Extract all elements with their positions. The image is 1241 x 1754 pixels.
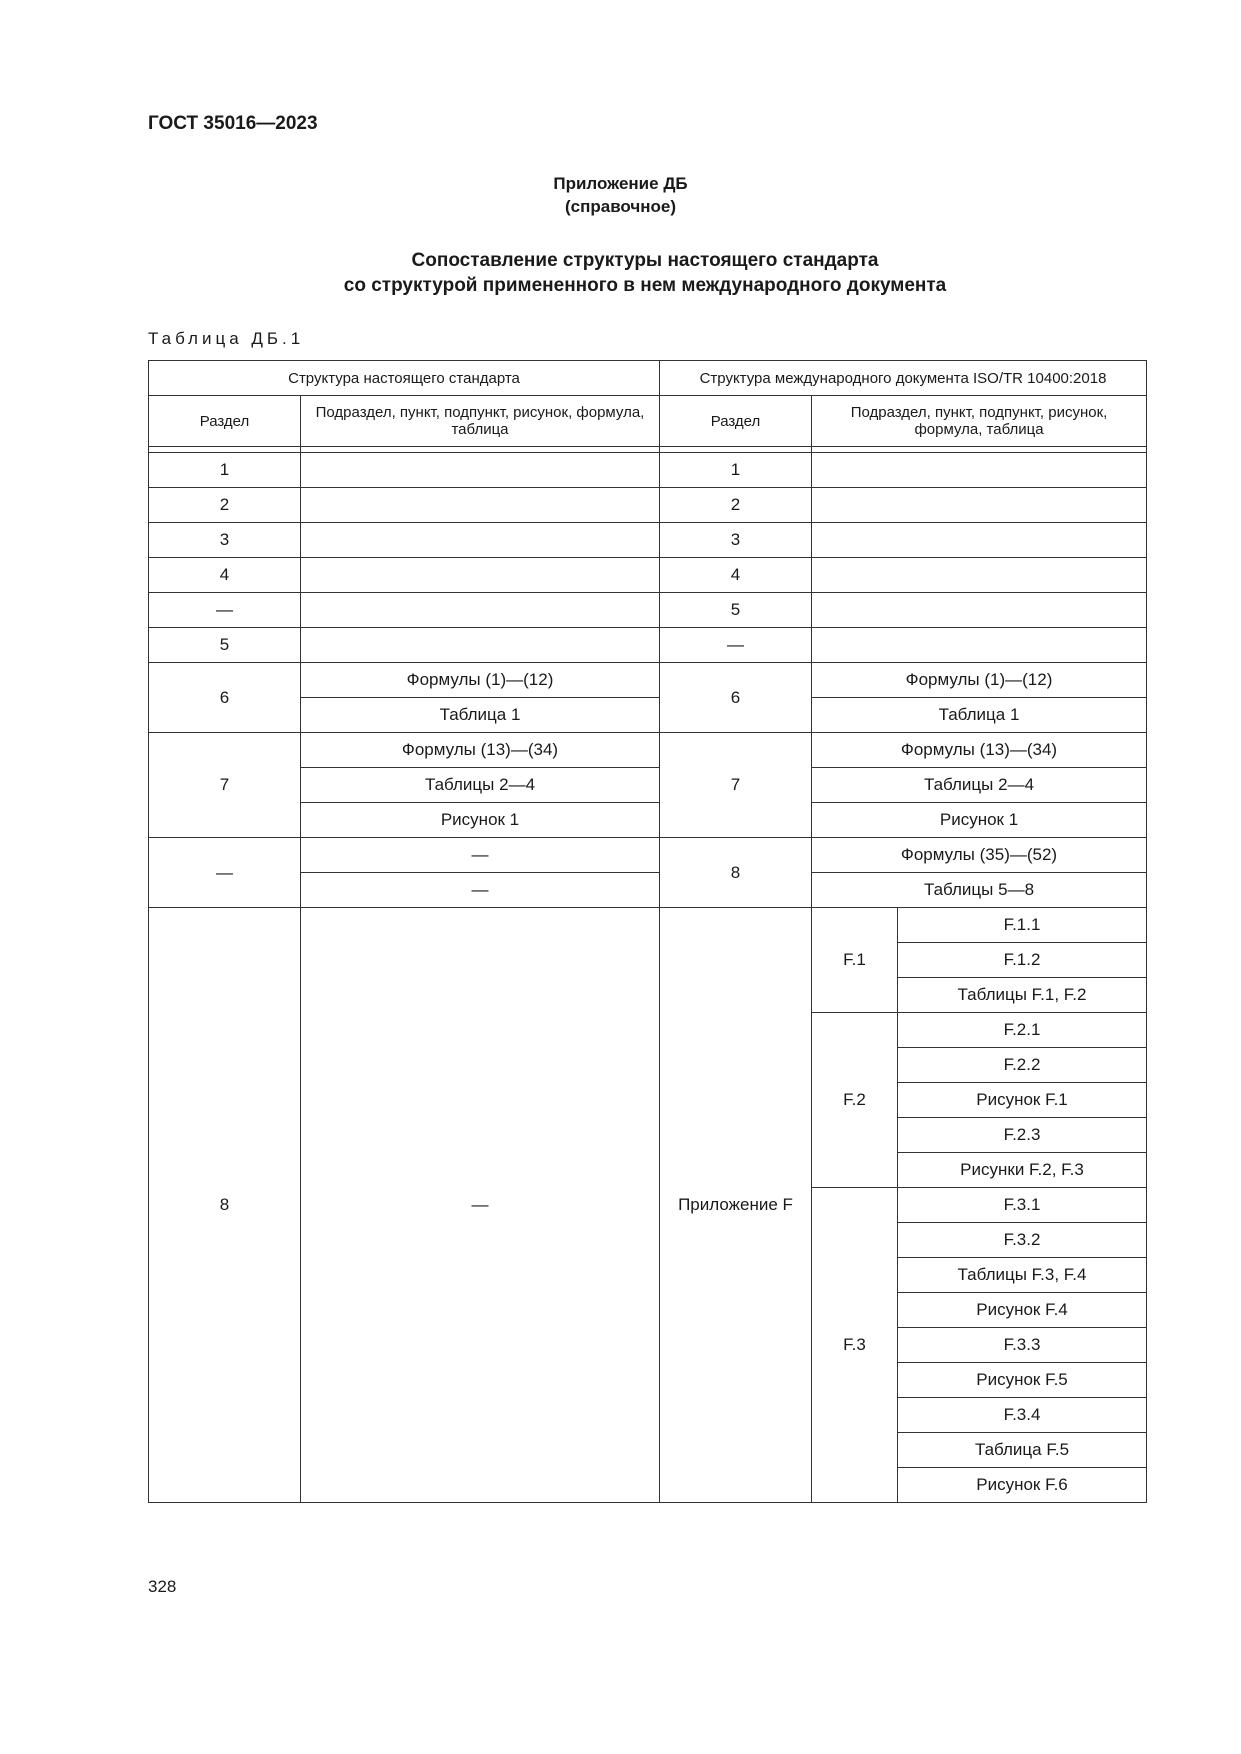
table-row — [149, 558, 1147, 593]
annex-type: (справочное) — [564, 197, 677, 216]
right-section-cell: — — [660, 628, 812, 663]
table-row — [149, 663, 1147, 698]
right-section-cell: 6 — [660, 663, 812, 733]
left-section-cell: — — [149, 838, 301, 908]
header-right-section: Раздел — [660, 396, 812, 447]
annex-item-cell: F.2.3 — [898, 1118, 1147, 1153]
right-section-cell: 7 — [660, 733, 812, 838]
right-subsection-cell: Таблица 1 — [812, 698, 1147, 733]
annex-group-cell: F.2 — [812, 1013, 898, 1188]
page-number: 328 — [148, 1577, 177, 1596]
section-title-line1: Сопоставление структуры настоящего стандарта — [411, 250, 879, 271]
right-subsection-cell: Формулы (1)—(12) — [812, 663, 1147, 698]
annex-item-cell: Рисунок F.5 — [898, 1363, 1147, 1398]
section-title-line2: со структурой примененного в нем международного документа — [343, 275, 947, 296]
left-subsection-cell — [301, 558, 660, 593]
left-section-cell: 7 — [149, 733, 301, 838]
table-row — [149, 593, 1147, 628]
header-left-subsection: Подраздел, пункт, подпункт, рисунок, формула, таблица — [301, 396, 660, 447]
left-subsection-cell: — — [301, 838, 660, 873]
left-subsection-cell: Формулы (1)—(12) — [301, 663, 660, 698]
table-row — [149, 523, 1147, 558]
right-subsection-cell — [812, 558, 1147, 593]
right-subsection-cell — [812, 453, 1147, 488]
right-section-cell: 2 — [660, 488, 812, 523]
annex-item-cell: Рисунок F.1 — [898, 1083, 1147, 1118]
document-id: ГОСТ 35016—2023 — [148, 113, 318, 134]
right-section-cell: 1 — [660, 453, 812, 488]
left-subsection-cell — [301, 488, 660, 523]
annex-item-cell: Таблицы F.1, F.2 — [898, 978, 1147, 1013]
left-section-cell: 4 — [149, 558, 301, 593]
left-subsection-cell: — — [301, 873, 660, 908]
right-subsection-cell — [812, 488, 1147, 523]
left-subsection-cell — [301, 593, 660, 628]
annex-item-cell: Рисунок F.6 — [898, 1468, 1147, 1503]
left-section-cell: 8 — [149, 908, 301, 1503]
left-subsection-cell: Таблица 1 — [301, 698, 660, 733]
annex-title: Приложение ДБ — [553, 174, 688, 193]
table-row — [149, 733, 1147, 768]
table-label: Таблица ДБ.1 — [148, 329, 305, 348]
right-section-cell: Приложение F — [660, 908, 812, 1503]
left-subsection-cell: — — [301, 908, 660, 1503]
left-subsection-cell — [301, 628, 660, 663]
annex-item-cell: F.2.2 — [898, 1048, 1147, 1083]
left-subsection-cell: Таблицы 2—4 — [301, 768, 660, 803]
table-row — [149, 488, 1147, 523]
header-intl-document: Структура международного документа ISO/TR 10400:2018 — [660, 361, 1147, 396]
annex-item-cell: Таблица F.5 — [898, 1433, 1147, 1468]
annex-item-cell: F.3.2 — [898, 1223, 1147, 1258]
annex-item-cell: Рисунок F.4 — [898, 1293, 1147, 1328]
left-section-cell: 5 — [149, 628, 301, 663]
right-section-cell: 3 — [660, 523, 812, 558]
annex-item-cell: F.1.1 — [898, 908, 1147, 943]
right-subsection-cell — [812, 593, 1147, 628]
annex-item-cell: Таблицы F.3, F.4 — [898, 1258, 1147, 1293]
left-section-cell: — — [149, 593, 301, 628]
annex-item-cell: F.3.3 — [898, 1328, 1147, 1363]
right-subsection-cell: Рисунок 1 — [812, 803, 1147, 838]
right-subsection-cell — [812, 628, 1147, 663]
right-section-cell: 8 — [660, 838, 812, 908]
left-subsection-cell — [301, 453, 660, 488]
right-section-cell: 4 — [660, 558, 812, 593]
right-subsection-cell: Таблицы 5—8 — [812, 873, 1147, 908]
header-right-subsection: Подраздел, пункт, подпункт, рисунок, формула, таблица — [812, 396, 1147, 447]
header-left-section: Раздел — [149, 396, 301, 447]
left-section-cell: 6 — [149, 663, 301, 733]
comparison-table — [148, 360, 1147, 1503]
right-section-cell: 5 — [660, 593, 812, 628]
annex-item-cell: F.3.1 — [898, 1188, 1147, 1223]
annex-group-cell: F.1 — [812, 908, 898, 1013]
right-subsection-cell: Формулы (13)—(34) — [812, 733, 1147, 768]
left-section-cell: 3 — [149, 523, 301, 558]
right-subsection-cell: Таблицы 2—4 — [812, 768, 1147, 803]
annex-group-cell: F.3 — [812, 1188, 898, 1503]
left-subsection-cell: Рисунок 1 — [301, 803, 660, 838]
left-subsection-cell — [301, 523, 660, 558]
annex-item-cell: F.1.2 — [898, 943, 1147, 978]
annex-item-cell: F.3.4 — [898, 1398, 1147, 1433]
table-row — [149, 908, 1147, 943]
header-this-standard: Структура настоящего стандарта — [149, 361, 660, 396]
table-row — [149, 628, 1147, 663]
left-subsection-cell: Формулы (13)—(34) — [301, 733, 660, 768]
left-section-cell: 2 — [149, 488, 301, 523]
table-row — [149, 453, 1147, 488]
left-section-cell: 1 — [149, 453, 301, 488]
annex-item-cell: Рисунки F.2, F.3 — [898, 1153, 1147, 1188]
right-subsection-cell — [812, 523, 1147, 558]
right-subsection-cell: Формулы (35)—(52) — [812, 838, 1147, 873]
table-row — [149, 838, 1147, 873]
annex-item-cell: F.2.1 — [898, 1013, 1147, 1048]
